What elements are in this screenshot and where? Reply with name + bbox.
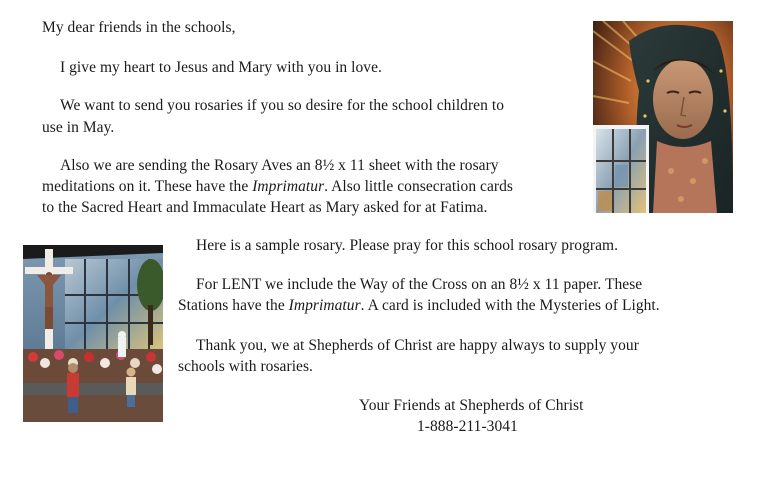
- paragraph-sample-rosary: Here is a sample rosary. Please pray for this school rosary program.: [196, 237, 619, 254]
- our-lady-illustration: [593, 21, 733, 213]
- paragraph-aves-line-3: to the Sacred Heart and Immaculate Heart as Mary asked for at Fatima.: [42, 199, 488, 216]
- paragraph-thank-you-line-1: Thank you, we at Shepherds of Christ are happy always to supply your: [196, 337, 639, 354]
- crucifix-shrine-illustration: [23, 245, 163, 422]
- our-lady-image: [593, 21, 733, 213]
- phone-number: 1-888-211-3041: [417, 418, 518, 435]
- imprimatur-text: Imprimatur: [288, 297, 361, 314]
- paragraph-lent-line-1: For LENT we include the Way of the Cross on an 8½ x 11 paper. These: [196, 276, 643, 293]
- paragraph-rosaries-line-2: use in May.: [42, 119, 115, 136]
- aves-text-b: . Also little consecration cards: [324, 178, 514, 195]
- imprimatur-text: Imprimatur: [252, 178, 325, 195]
- paragraph-aves-line-2: [42, 176, 513, 197]
- paragraph-lent-line-2: [178, 295, 660, 316]
- paragraph-heart: I give my heart to Jesus and Mary with you in love.: [60, 59, 382, 76]
- paragraph-aves-line-1: Also we are sending the Rosary Aves an 8½ x 11 sheet with the rosary: [60, 157, 499, 174]
- lent-text-a: Stations have the: [178, 297, 289, 314]
- crucifix-shrine-image: [23, 245, 163, 422]
- lent-text-b: . A card is included with the Mysteries of Light.: [360, 297, 660, 314]
- aves-text-a: meditations on it. These have the: [42, 178, 253, 195]
- paragraph-rosaries-line-1: We want to send you rosaries if you so desire for the school children to: [60, 97, 504, 114]
- paragraph-thank-you-line-2: schools with rosaries.: [178, 358, 313, 375]
- salutation: My dear friends in the schools,: [42, 19, 236, 36]
- signature: Your Friends at Shepherds of Christ: [359, 397, 584, 414]
